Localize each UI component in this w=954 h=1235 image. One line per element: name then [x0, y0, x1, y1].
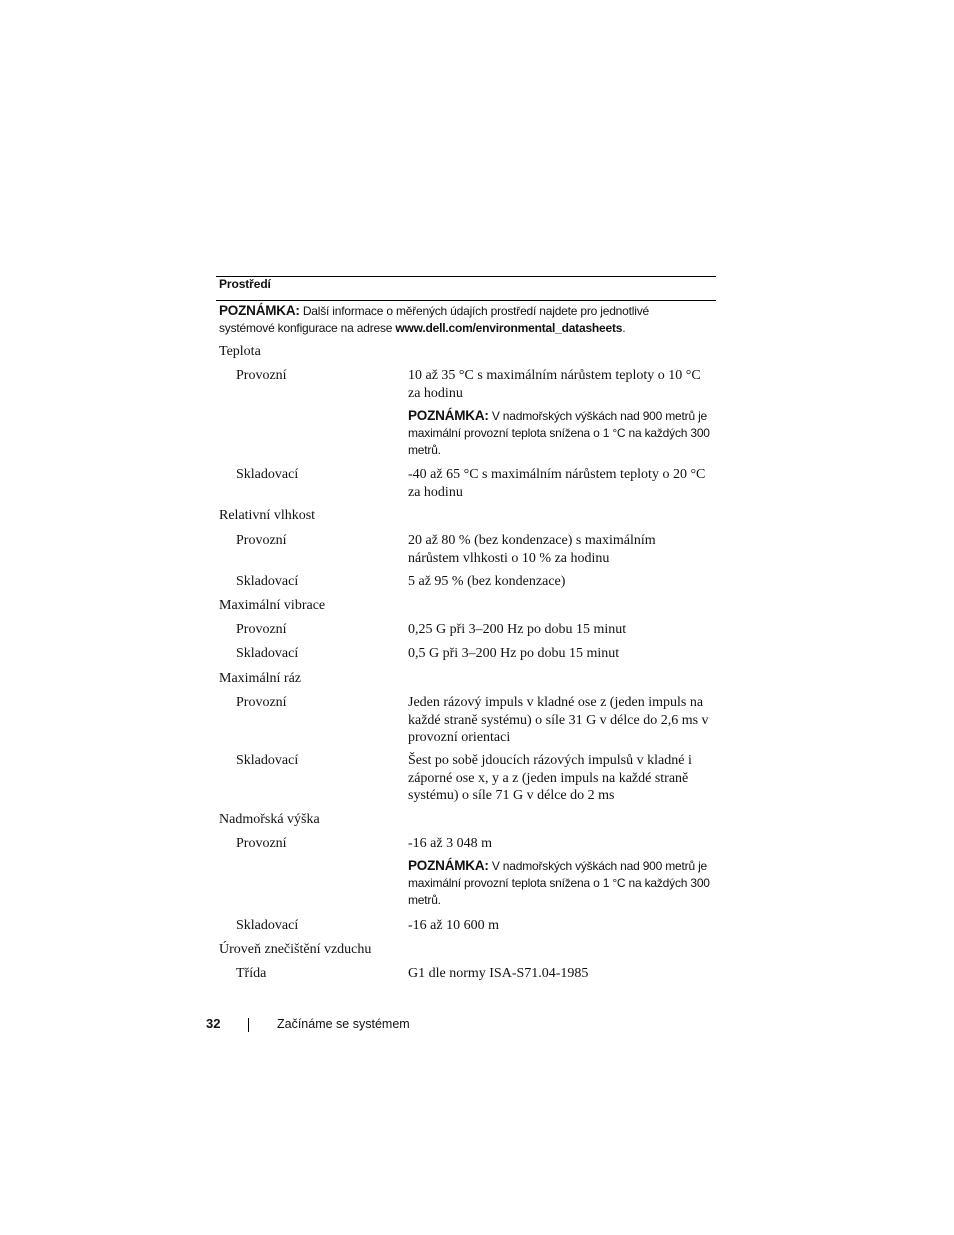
- table-top-rule: [216, 276, 716, 277]
- note-label: POZNÁMKA:: [408, 408, 489, 423]
- altitude-note: [408, 857, 718, 909]
- environment-datasheet-url: www.dell.com/environmental_datasheets: [395, 321, 623, 335]
- vibration-operating-label: Provozní: [236, 622, 287, 637]
- shock-operating-value: Jeden rázový impuls v kladné ose z (jeden impuls na každé straně systému) o síle 31 G v délce do 2,6 ms v provozní orientaci: [408, 695, 709, 745]
- altitude-operating-label: Provozní: [236, 836, 287, 851]
- altitude-operating-value: -16 až 3 048 m: [408, 836, 492, 851]
- footer-divider: [248, 1018, 249, 1032]
- contamination-class-label: Třída: [236, 966, 267, 981]
- vibration-storage-value: 0,5 G při 3–200 Hz po dobu 15 minut: [408, 646, 620, 661]
- contamination-class-value: G1 dle normy ISA-S71.04-1985: [408, 966, 589, 981]
- top-note: [219, 302, 719, 337]
- contamination-label: Úroveň znečištění vzduchu: [219, 942, 372, 957]
- note-text: V nadmořských výškách nad 900 metrů je maximální provozní teplota snížena o 1 °C na každých 300 metrů.: [408, 409, 710, 457]
- note-label: POZNÁMKA:: [219, 303, 300, 318]
- altitude-storage-label: Skladovací: [236, 918, 299, 933]
- temperature-operating-value: 10 až 35 °C s maximálním nárůstem teploty o 10 °C za hodinu: [408, 368, 701, 401]
- table-header-rule: [216, 300, 716, 301]
- humidity-operating-label: Provozní: [236, 533, 287, 548]
- note-text: systémové konfigurace na adrese: [219, 321, 396, 335]
- temperature-operating-label: Provozní: [236, 368, 287, 383]
- shock-storage-value: Šest po sobě jdoucích rázových impulsů v kladné i záporné ose x, y a z (jeden impuls na každé straně systému) o síle 71 G v délce do 2 ms: [408, 753, 692, 803]
- vibration-storage-label: Skladovací: [236, 646, 299, 661]
- shock-storage-label: Skladovací: [236, 753, 299, 768]
- temperature-note: [408, 407, 718, 459]
- altitude-storage-value: -16 až 10 600 m: [408, 918, 499, 933]
- humidity-storage-value: 5 až 95 % (bez kondenzace): [408, 574, 566, 589]
- altitude-label: Nadmořská výška: [219, 812, 320, 827]
- humidity-operating-value: 20 až 80 % (bez kondenzace) s maximálním nárůstem vlhkosti o 10 % za hodinu: [408, 533, 656, 566]
- vibration-label: Maximální vibrace: [219, 598, 326, 613]
- temperature-storage-value: -40 až 65 °C s maximálním nárůstem teploty o 20 °C za hodinu: [408, 467, 706, 500]
- note-text: .: [622, 321, 626, 335]
- note-text: V nadmořských výškách nad 900 metrů je maximální provozní teplota snížena o 1 °C na každých 300 metrů.: [408, 859, 710, 907]
- page-number: 32: [206, 1016, 221, 1031]
- footer-title: Začínáme se systémem: [277, 1017, 410, 1031]
- note-text: Další informace o měřených údajích prostředí najdete pro jednotlivé: [299, 304, 649, 318]
- section-title: Prostředí: [219, 277, 271, 291]
- humidity-storage-label: Skladovací: [236, 574, 299, 589]
- note-label: POZNÁMKA:: [408, 858, 489, 873]
- temperature-label: Teplota: [219, 344, 261, 359]
- humidity-label: Relativní vlhkost: [219, 508, 316, 523]
- shock-operating-label: Provozní: [236, 695, 287, 710]
- temperature-storage-label: Skladovací: [236, 467, 299, 482]
- shock-label: Maximální ráz: [219, 671, 302, 686]
- vibration-operating-value: 0,25 G při 3–200 Hz po dobu 15 minut: [408, 622, 627, 637]
